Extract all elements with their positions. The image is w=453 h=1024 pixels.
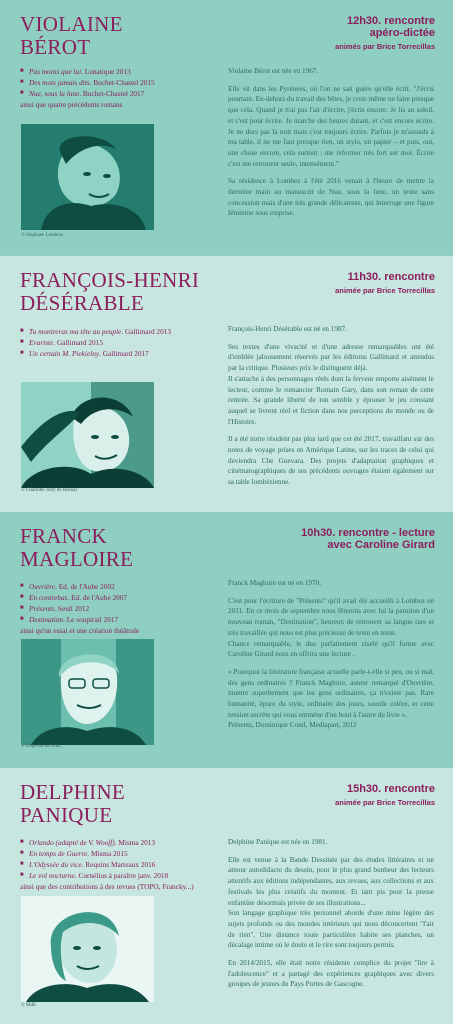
author-bio: Violaine Bérot est née en 1967. Elle vit dans les Pyrénées, où l'on ne sait guère qu'elle écrit. "J'écris pourtant. En-dehors du travail des bêtes, je crois même ne faire presque que cela. Quand je n'ai pas l'air d'écrire, j'écris encore. Je lis au soleil, et c'est pour écrire. Je marche des heures durant, et c'est encore écrire. Je ne dors pas la nuit mais c'est toujours écrire. Parfois je m'assieds à ma table, il ne me faut presque rien, un stylo, un papier – et puis, oui, une chose encore, cela surtout : me refermer très fort sur moi. Écrire c'est me retrouver seule, intensément." Sa résidence à Lombez à l'été 2016 venait à l'heure de mettre la dernière main au manuscrit de Nue, sous la lune, un texte sans concession mais d'une très grande délicatesse, qui interroge une figure féminine sous emprise. <box>228 67 434 218</box>
work-item: ■ Pas moins que lui. Lunatique 2013 <box>20 66 155 77</box>
work-item: ■ Tu montreras ma tête au peuple. Gallimard 2013 <box>20 326 171 337</box>
panel-delphine-panique <box>0 768 453 1024</box>
quote-source: Présents, Dominique Conil, Mediapart, 2012 <box>228 721 357 730</box>
photo-credit: © Charlotte Jolly de Rosnay <box>21 488 78 493</box>
author-bio: Delphine Panique est née en 1981. Elle est venue à la Bande Dessinée par des études littéraires et un amour autodidacte du dessin, pour le plus grand bonheur des lecteurs attentifs aux éditions indépendantes, aux revues, aux collections et aux festivals les plus créatifs du moment. Et tant pis pour la presse enfantine désormais privée de ses illustrations... Son langage graphique très personnel aborde d'une mine légère des sujets profonds ou des mondes intérieurs qui nous déconcertent "l'air de rien". Une distance toute particulière habite ses planches, un décalage intime où le doute et le rire sont toujours permis. En 2014/2015, elle était notre résidente complice du projet "lire à l'adolescence" et a partagé des expériences graphiques avec divers groupes de jeunes du Pays Portes de Gascogne. <box>228 838 434 989</box>
panel-franck-magloire <box>0 512 453 768</box>
author-name: FRANÇOIS-HENRI DÉSÉRABLE <box>20 268 200 315</box>
author-name: DELPHINE PANIQUE <box>20 780 126 827</box>
event-time: 10h30. rencontre - lecture avec Caroline Girard <box>301 527 435 551</box>
work-item: ■ L'Odyssée du vice. Requins Marteaux 2016 <box>20 859 194 870</box>
author-photo <box>21 639 154 745</box>
works-extra: ainsi que des contributions à des revues (TOPO, Francky...) <box>20 882 194 891</box>
work-item: ■ Destination. Le soupirail 2017 <box>20 614 139 625</box>
host-note: animée par Brice Torrecillas <box>335 286 435 295</box>
host-note: animée par Brice Torrecillas <box>335 798 435 807</box>
work-item: ■ Des mots jamais dits. Buchet-Chastel 2015 <box>20 77 155 88</box>
author-name: VIOLAINE BÉROT <box>20 12 123 59</box>
panel-francois-henri-deserable <box>0 256 453 512</box>
host-note: animés par Brice Torrecillas <box>335 42 435 51</box>
event-time: 11h30. rencontre animée par Brice Torrecillas <box>335 271 435 295</box>
author-photo <box>21 124 154 230</box>
work-item: ■ En temps de Guerre. Misma 2015 <box>20 848 194 859</box>
author-photo <box>21 896 154 1002</box>
works-list <box>20 326 171 359</box>
work-item: ■ En contrebas. Ed. de l'Aube 2007 <box>20 592 139 603</box>
author-name: FRANCK MAGLOIRE <box>20 524 134 571</box>
author-photo <box>21 382 154 488</box>
works-list <box>20 66 155 110</box>
event-time: 15h30. rencontre animée par Brice Torrecillas <box>335 783 435 807</box>
work-item: ■ Le vol nocturne. Cornélius à paraître janv. 2018 <box>20 870 194 881</box>
portrait-image <box>21 382 154 488</box>
work-item: ■ Evariste. Gallimard 2015 <box>20 337 171 348</box>
work-item: ■ Orlando (adapté de V. Wooff). Misma 2013 <box>20 837 194 848</box>
portrait-image <box>21 639 154 745</box>
photo-credit: © MdE <box>21 1003 37 1008</box>
portrait-image <box>21 124 154 230</box>
event-time: 12h30. rencontre apéro-dictée animés par Brice Torrecillas <box>335 15 435 51</box>
photo-credit: © Stéphane Lessieux <box>21 233 64 238</box>
works-extra: ainsi qu'un essai et une création théâtrale <box>20 626 140 635</box>
work-item: ■ Ouvrière. Ed. de l'Aube 2002 <box>20 581 139 592</box>
work-item: ■ Un certain M. Piekielny. Gallimard 2017 <box>20 348 171 359</box>
works-list <box>20 581 139 636</box>
works-list <box>20 837 194 892</box>
portrait-image <box>21 896 154 1002</box>
works-extra: ainsi que quatre précédents romans <box>20 100 123 109</box>
author-bio: François-Henri Désérable est né en 1987. Ses textes d'une vivacité et d'une adresse remarquables ont été d'emblée jalousement réservés par les éditions Gallimard et attendus par la critique. Plusieurs prix le distinguent déjà. Il s'attache à des personnages réels dont la ferveur emporte aisément le lecteur, comme le romancier Romain Gary, dans son roman de cette rentrée. Sa grande liberté de ton semble y épouser le jeu constant auquel se livrent réel et fiction dans nos perceptions du monde ou de l'Histoire. Il a été notre résident pas plus tard que cet été 2017, travaillant sur des notes de voyage prises en Amérique Latine, sur les traces de celui qui deviendra Che Guevara. Des projets d'adaptation graphiques et cinématographiques de ses précédents ouvrages étaient également sur sa table lombézienne. <box>228 325 434 487</box>
panel-violaine-berot <box>0 0 453 255</box>
photo-credit: © Dépêche du Midi <box>21 744 61 749</box>
work-item: ■ Nue, sous la lune. Buchet-Chastel 2017 <box>20 88 155 99</box>
author-bio: Franck Magloire est né en 1970. C'est pour l'écriture de "Présents" qu'il avait été accueilli à Lombez en 2011. En ce mois de septembre nous fêterons avec lui la parution d'un nouveau roman, "Destination", heureux de retrouver sa langue rare et très travaillée qui nous est plus précieuse de texte en texte. Chance remarquable, le duo parfaitement ciselé qu'il forme avec Caroline Girard nous en offrira une lecture . « Pourquoi la littérature française actuelle parle-t-elle si peu, ou si mal, des gens ordinaires ? Franck Magloire, auteur remarqué d'Ouvrière, montre superbement que les gens ordinaires, ça n'existe pas. Rare humanité, épure du style, ordinaire des jours, sourde colère, et cette tension secrète qui vous emmène d'un bout à l'autre du livre ». Présents, Dominique Conil, Mediapart, 2012 <box>228 579 434 730</box>
work-item: ■ Présents. Seuil 2012 <box>20 603 139 614</box>
